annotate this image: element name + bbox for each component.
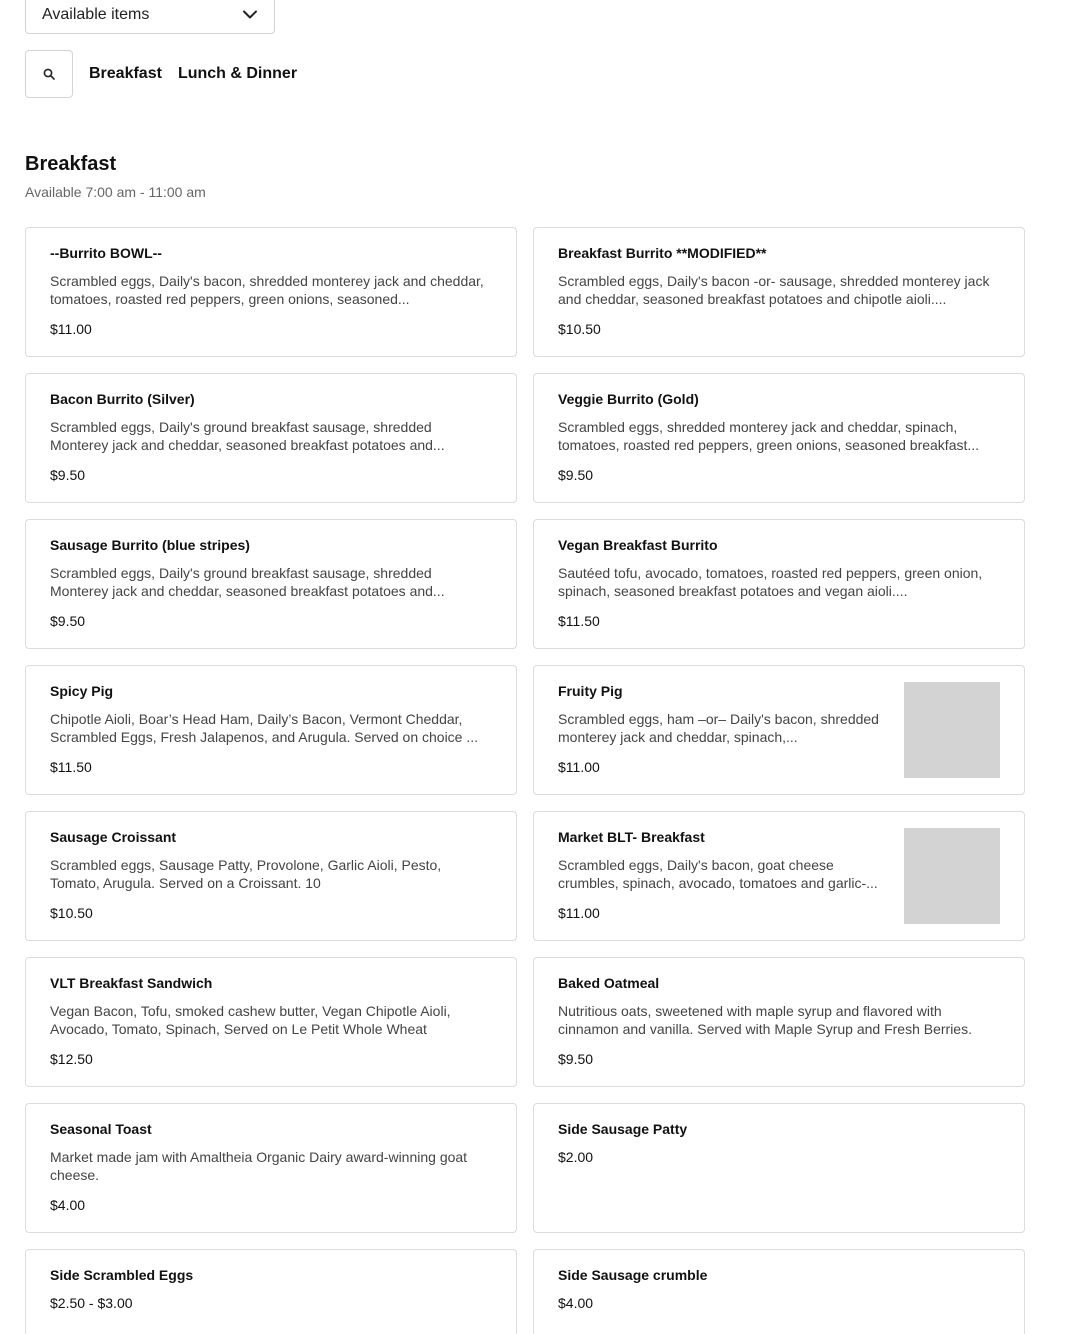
menu-item-description: Chipotle Aioli, Boar’s Head Ham, Daily’s Bacon, Vermont Cheddar, Scrambled Eggs, Fresh Jalapenos, and Arugula. Served on choice ... (50, 711, 479, 745)
tab-lunch-dinner[interactable]: Lunch & Dinner (177, 65, 298, 82)
tab-breakfast[interactable]: Breakfast (89, 65, 162, 82)
menu-item-description: Scrambled eggs, Daily's ground breakfast sausage, shredded Monterey jack and cheddar, seasoned breakfast potatoes and... (50, 565, 445, 599)
menu-item-name: Seasonal Toast (50, 1121, 152, 1137)
menu-item-card[interactable] (25, 957, 517, 1087)
menu-item-name: Sausage Burrito (blue stripes) (50, 537, 250, 553)
menu-item-description: Market made jam with Amaltheia Organic Dairy award-winning goat cheese. (50, 1149, 468, 1183)
menu-item-card[interactable] (25, 1103, 517, 1233)
menu-item-card[interactable] (25, 665, 517, 795)
menu-item-price: $12.50 (50, 1051, 93, 1067)
menu-item-description: Scrambled eggs, Daily's bacon -or- sausage, shredded monterey jack and cheddar, seasoned breakfast potatoes and chipotle aioli.... (558, 273, 990, 307)
menu-item-card[interactable] (25, 811, 517, 941)
menu-item-image (904, 682, 1000, 778)
availability-filter-dropdown[interactable] (25, 0, 275, 34)
menu-item-price: $4.00 (50, 1197, 86, 1213)
menu-item-card[interactable] (25, 373, 517, 503)
menu-item-body (558, 536, 1000, 632)
menu-item-price: $9.50 (50, 613, 86, 629)
menu-item-description: Scrambled eggs, Sausage Patty, Provolone, Garlic Aioli, Pesto, Tomato, Arugula. Served on a Croissant. 10 (50, 857, 442, 891)
menu-item-price: $9.50 (558, 467, 594, 483)
menu-item-price: $4.00 (558, 1295, 594, 1311)
menu-item-body (558, 974, 1000, 1070)
menu-item-body (50, 390, 492, 486)
section-availability: Available 7:00 am - 11:00 am (25, 184, 206, 200)
menu-item-name: Sausage Croissant (50, 829, 177, 845)
menu-item-price: $10.50 (50, 905, 93, 921)
menu-item-body (558, 244, 1000, 340)
menu-item-name: Fruity Pig (558, 683, 623, 699)
menu-item-body (558, 390, 1000, 486)
menu-item-card[interactable] (25, 1249, 517, 1334)
menu-item-name: Vegan Breakfast Burrito (558, 537, 718, 553)
menu-item-name: --Burrito BOWL-- (50, 245, 162, 261)
menu-item-price: $9.50 (558, 1051, 594, 1067)
menu-item-body (558, 1120, 1000, 1216)
menu-item-body (50, 1120, 492, 1216)
menu-item-price: $2.00 (558, 1149, 594, 1165)
menu-item-price: $10.50 (558, 321, 601, 337)
menu-item-name: Side Scrambled Eggs (50, 1267, 194, 1283)
section-title: Breakfast (25, 153, 117, 175)
menu-item-price: $11.00 (558, 905, 600, 921)
menu-item-description: Vegan Bacon, Tofu, smoked cashew butter, Vegan Chipotle Aioli, Avocado, Tomato, Spinach, Served on Le Petit Whole Wheat (50, 1003, 451, 1037)
menu-item-body (50, 828, 492, 924)
menu-item-name: VLT Breakfast Sandwich (50, 975, 213, 991)
menu-item-name: Market BLT- Breakfast (558, 829, 705, 845)
menu-item-description: Nutritious oats, sweetened with maple syrup and flavored with cinnamon and vanilla. Served with Maple Syrup and Fresh Berries. (558, 1003, 972, 1037)
menu-item-card[interactable] (533, 227, 1025, 357)
menu-item-name: Veggie Burrito (Gold) (558, 391, 699, 407)
menu-item-body (50, 974, 492, 1070)
menu-item-price: $11.00 (558, 759, 600, 775)
menu-item-card[interactable] (533, 519, 1025, 649)
menu-item-description: Scrambled eggs, Daily's bacon, shredded monterey jack and cheddar, tomatoes, roasted red peppers, green onions, seasoned... (50, 273, 484, 307)
menu-item-price: $2.50 - $3.00 (50, 1295, 133, 1311)
search-button[interactable] (25, 50, 73, 98)
menu-item-name: Side Sausage Patty (558, 1121, 688, 1137)
menu-item-card[interactable] (25, 227, 517, 357)
menu-item-card[interactable] (533, 1249, 1025, 1334)
menu-item-description: Scrambled eggs, Daily's ground breakfast sausage, shredded Monterey jack and cheddar, seasoned breakfast potatoes and... (50, 419, 445, 453)
menu-nav (25, 50, 313, 98)
availability-filter-label: Available items (42, 5, 150, 23)
menu-item-name: Spicy Pig (50, 683, 114, 699)
menu-item-card[interactable] (533, 957, 1025, 1087)
menu-item-name: Bacon Burrito (Silver) (50, 391, 195, 407)
chevron-down-icon (242, 7, 258, 23)
menu-item-description: Scrambled eggs, Daily's bacon, goat cheese crumbles, spinach, avocado, tomatoes and garlic-... (558, 857, 878, 891)
menu-item-card[interactable] (533, 665, 1025, 795)
menu-item-body (50, 682, 492, 778)
menu-item-body (558, 682, 888, 778)
menu-item-image (904, 828, 1000, 924)
menu-item-body (558, 828, 888, 924)
menu-item-card[interactable] (533, 1103, 1025, 1233)
menu-item-body (50, 536, 492, 632)
menu-item-price: $11.50 (50, 759, 92, 775)
menu-item-price: $9.50 (50, 467, 86, 483)
menu-item-body (558, 1266, 1000, 1334)
menu-item-description: Scrambled eggs, ham –or– Daily's bacon, shredded monterey jack and cheddar, spinach,... (558, 711, 879, 745)
menu-item-name: Breakfast Burrito **MODIFIED** (558, 245, 767, 261)
menu-item-description: Scrambled eggs, shredded monterey jack and cheddar, spinach, tomatoes, roasted red peppers, green onions, seasoned breakfast... (558, 419, 980, 453)
menu-item-card[interactable] (25, 519, 517, 649)
menu-item-price: $11.50 (558, 613, 600, 629)
menu-item-body (50, 1266, 492, 1334)
menu-item-name: Side Sausage crumble (558, 1267, 708, 1283)
menu-item-name: Baked Oatmeal (558, 975, 660, 991)
search-icon (43, 68, 55, 80)
menu-item-card[interactable] (533, 811, 1025, 941)
menu-item-card[interactable] (533, 373, 1025, 503)
menu-item-price: $11.00 (50, 321, 92, 337)
menu-item-grid (25, 227, 1025, 1334)
menu-item-body (50, 244, 492, 340)
menu-item-description: Sautéed tofu, avocado, tomatoes, roasted red peppers, green onion, spinach, seasoned breakfast potatoes and vegan aioli.... (558, 565, 983, 599)
